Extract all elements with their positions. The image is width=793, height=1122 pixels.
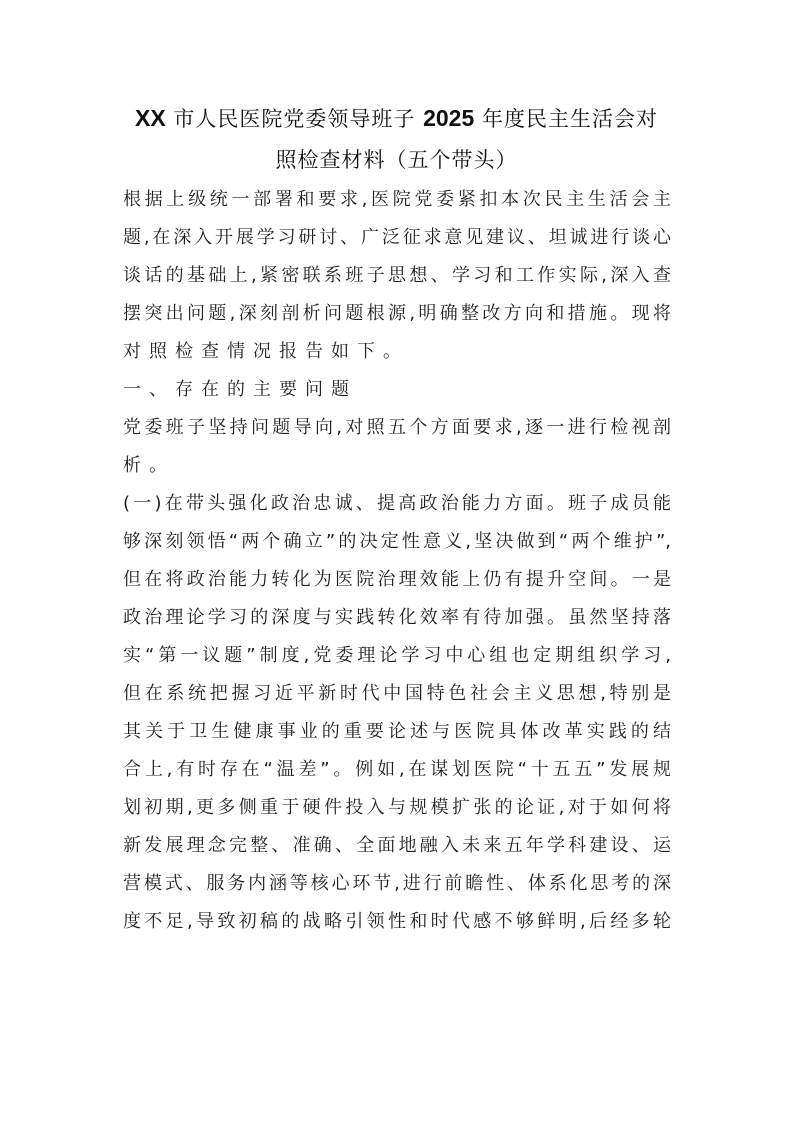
body-line: 营模式、服务内涵等核心环节,进行前瞻性、体系化思考的深 <box>123 873 671 894</box>
body-line: 其关于卫生健康事业的重要论述与医院具体改革实践的结 <box>123 721 671 742</box>
body-line: 摆突出问题,深刻剖析问题根源,明确整改方向和措施。现将 <box>123 303 671 324</box>
body-line: 谈话的基础上,紧密联系班子思想、学习和工作实际,深入查 <box>123 265 671 286</box>
body-line: 合上,有时存在“温差”。例如,在谋划医院“十五五”发展规 <box>123 759 671 780</box>
body-line: 新发展理念完整、准确、全面地融入未来五年学科建设、运 <box>123 835 671 856</box>
body-line: 政治理论学习的深度与实践转化效率有待加强。虽然坚持落 <box>123 607 671 628</box>
body-line: 划初期,更多侧重于硬件投入与规模扩张的论证,对于如何将 <box>123 797 671 818</box>
document-title-line-2: 照检查材料（五个带头） <box>275 148 518 172</box>
body-line: 对照检查情况报告如下。 <box>123 341 409 362</box>
title-prefix: XX <box>135 105 166 131</box>
body-line: 但在将政治能力转化为医院治理效能上仍有提升空间。一是 <box>123 569 671 590</box>
body-line: 但在系统把握习近平新时代中国特色社会主义思想,特别是 <box>123 683 671 704</box>
title-suffix: 年度民主生活会对 <box>474 107 658 131</box>
body-line: 析。 <box>123 455 175 476</box>
body-line: 够深刻领悟“两个确立”的决定性意义,坚决做到“两个维护”, <box>123 531 671 552</box>
body-line: 题,在深入开展学习研讨、广泛征求意见建议、坦诚进行谈心 <box>123 227 671 248</box>
section-heading: 一、存在的主要问题 <box>123 379 357 400</box>
body-line: 党委班子坚持问题导向,对照五个方面要求,逐一进行检视剖 <box>123 417 671 438</box>
subsection-line: (一)在带头强化政治忠诚、提高政治能力方面。班子成员能 <box>123 493 671 514</box>
body-line: 度不足,导致初稿的战略引领性和时代感不够鲜明,后经多轮 <box>123 911 671 932</box>
body-line: 根据上级统一部署和要求,医院党委紧扣本次民主生活会主 <box>123 189 671 210</box>
body-line: 实“第一议题”制度,党委理论学习中心组也定期组织学习, <box>123 645 671 666</box>
document-title-line-1 <box>0 104 793 132</box>
title-year: 2025 <box>423 105 475 131</box>
title-middle: 市人民医院党委领导班子 <box>165 107 424 131</box>
